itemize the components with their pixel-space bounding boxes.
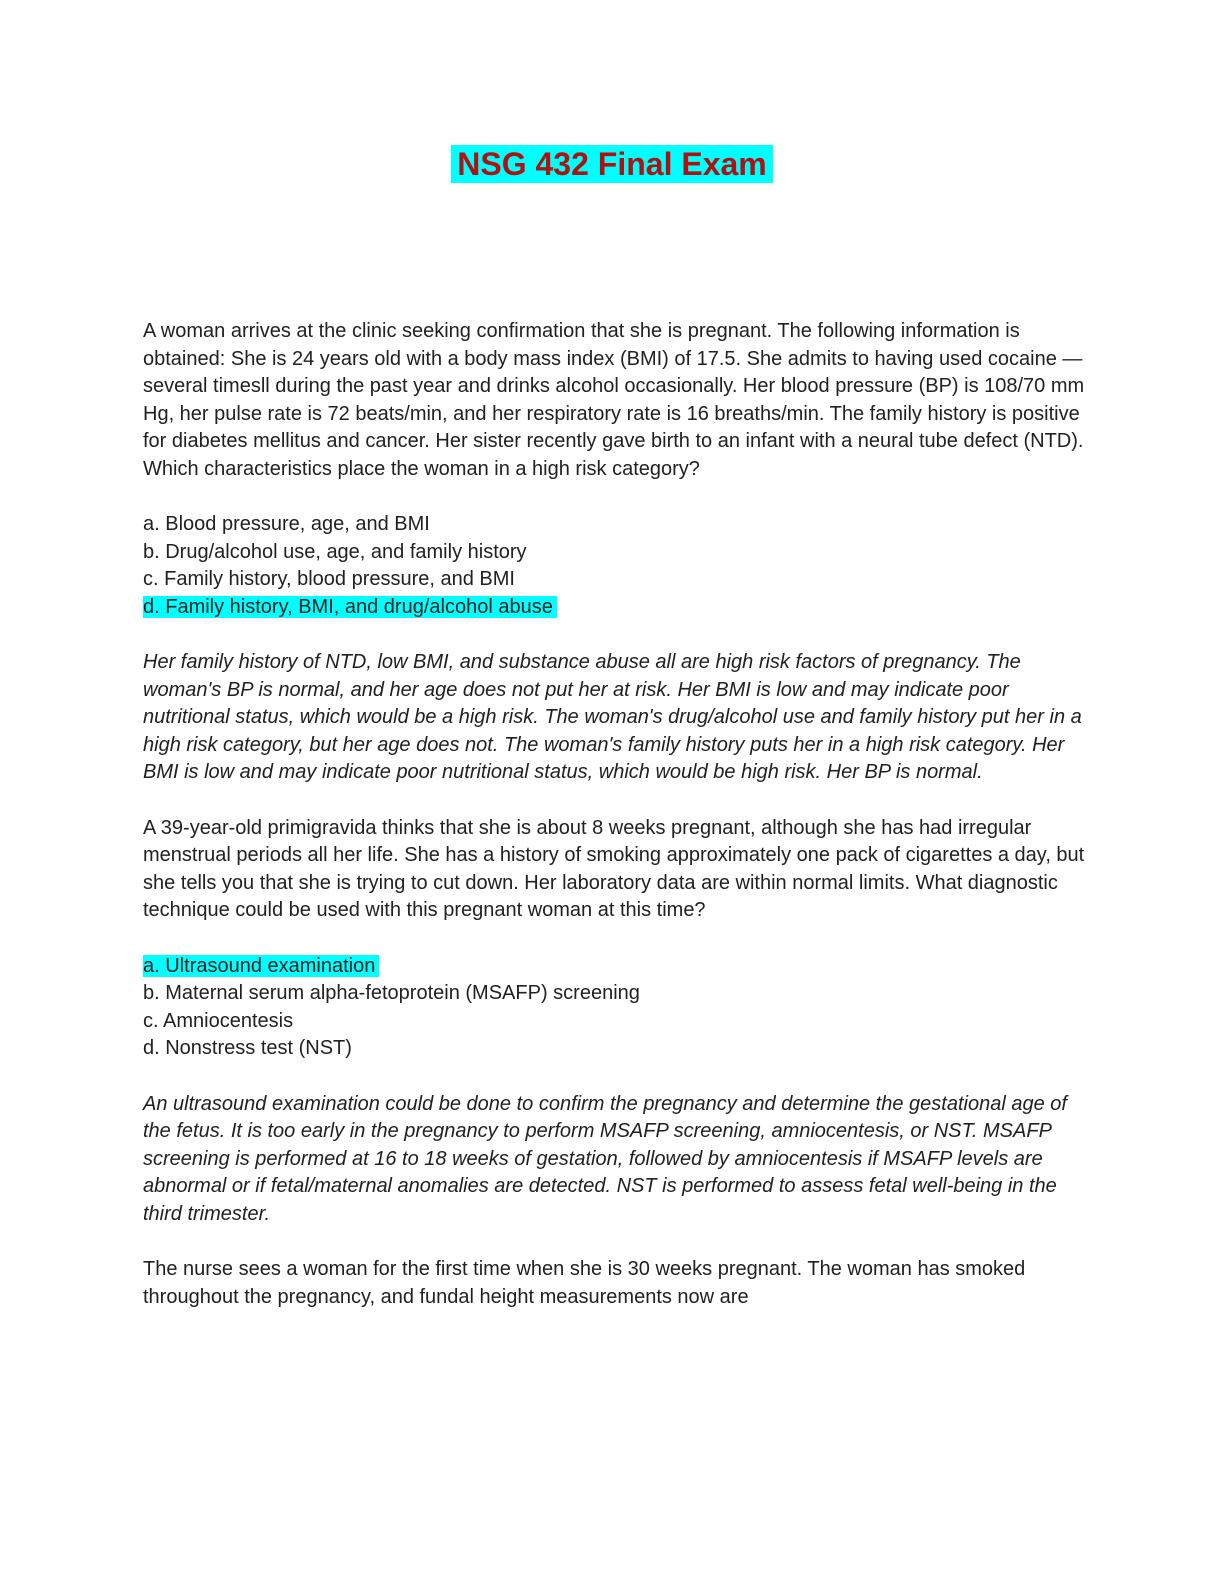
question-block-1 <box>143 318 1088 787</box>
answer-option-label: d. Nonstress test (NST) <box>143 1037 352 1059</box>
answer-option-b <box>143 539 1088 567</box>
question-block-3 <box>143 1256 1088 1311</box>
question-block-2 <box>143 815 1088 1229</box>
document-title: NSG 432 Final Exam <box>451 145 772 183</box>
answer-option-label: d. Family history, BMI, and drug/alcohol abuse <box>143 596 557 618</box>
answer-options <box>143 953 1088 1063</box>
answer-option-d <box>143 1035 1088 1063</box>
answer-option-d-correct <box>143 594 1088 622</box>
answer-option-a-correct <box>143 953 1088 981</box>
answer-options <box>143 511 1088 621</box>
answer-option-label: a. Ultrasound examination <box>143 955 379 977</box>
answer-option-label: c. Amniocentesis <box>143 1009 294 1032</box>
answer-option-b <box>143 980 1088 1008</box>
rationale-text: Her family history of NTD, low BMI, and substance abuse all are high risk factors of pregnancy. The woman's BP is normal, and her age does not put her at risk. Her BMI is low and may indicate poor nutritional status, which would be a high risk. The woman's drug/alcohol use and family history put her in a high risk category, but her age does not. The woman's family history puts her in a high risk category. Her BMI is low and may indicate poor nutritional status, which would be high risk. Her BP is normal. <box>143 651 1082 783</box>
answer-option-label: b. Drug/alcohol use, age, and family history <box>143 540 527 563</box>
answer-option-c <box>143 1008 1088 1036</box>
answer-option-label: b. Maternal serum alpha-fetoprotein (MSAFP) screening <box>143 982 640 1004</box>
answer-option-label: a. Blood pressure, age, and BMI <box>143 513 430 535</box>
question-stem: A woman arrives at the clinic seeking confirmation that she is pregnant. The following information is obtained: She is 24 years old with a body mass index (BMI) of 17.5. She admits to having used cocaine —several timesll during the past year and drinks alcohol occasionally. Her blood pressure (BP) is 108/70 mm Hg, her pulse rate is 72 beats/min, and her respiratory rate is 16 breaths/min. The family history is positive for diabetes mellitus and cancer. Her sister recently gave birth to an infant with a neural tube defect (NTD). Which characteristics place the woman in a high risk category? <box>143 320 1085 480</box>
rationale-text: An ultrasound examination could be done to confirm the pregnancy and determine the gestational age of the fetus. It is too early in the pregnancy to perform MSAFP screening, amniocentesis, or NST. MSAFP screening is performed at 16 to 18 weeks of gestation, followed by amniocentesis if MSAFP levels are abnormal or if fetal/maternal anomalies are detected. NST is performed to assess fetal well-being in the third trimester. <box>143 1092 1067 1225</box>
question-stem-truncated: The nurse sees a woman for the first time when she is 30 weeks pregnant. The woman has smoked throughout the pregnancy, and fundal height measurements now are <box>143 1258 1026 1308</box>
answer-option-label: c. Family history, blood pressure, and BMI <box>143 568 515 590</box>
document-body <box>143 318 1088 1311</box>
question-stem: A 39-year-old primigravida thinks that she is about 8 weeks pregnant, although she has had irregular menstrual periods all her life. She has a history of smoking approximately one pack of cigarettes a day, but she tells you that she is trying to cut down. Her laboratory data are within normal limits. What diagnostic technique could be used with this pregnant woman at this time? <box>143 816 1085 921</box>
document-title-row <box>0 0 1224 187</box>
answer-option-a <box>143 511 1088 539</box>
answer-option-c <box>143 566 1088 594</box>
